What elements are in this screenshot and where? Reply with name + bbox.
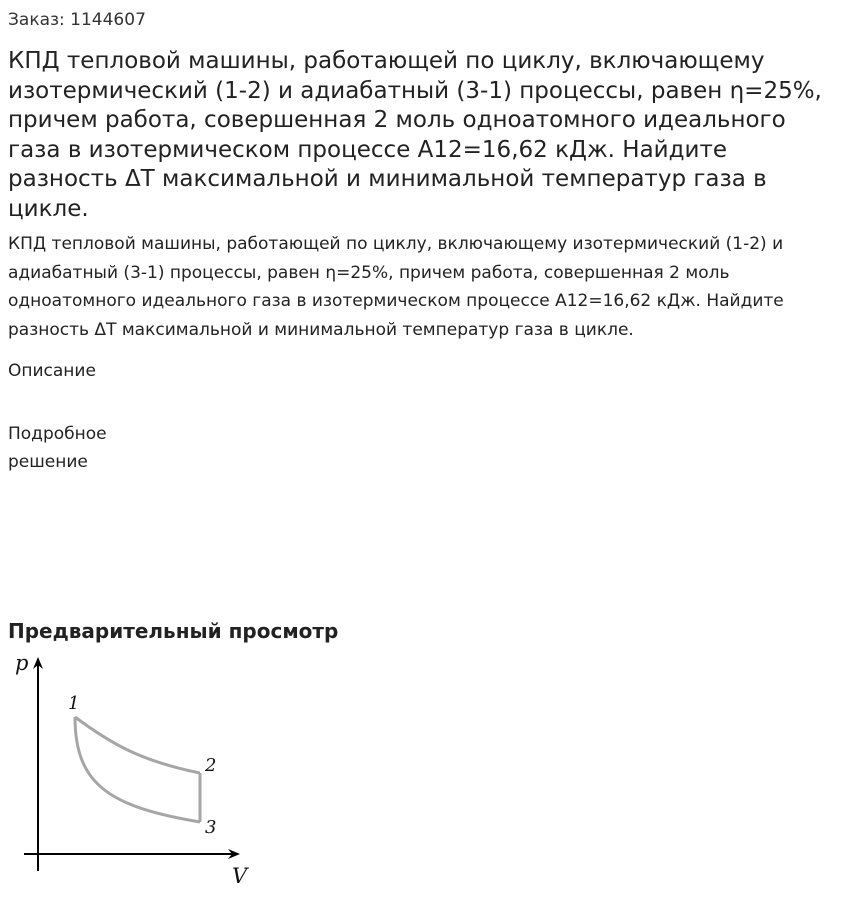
description-label: Описание xyxy=(8,361,96,381)
v-axis-label: V xyxy=(232,864,248,888)
problem-statement: КПД тепловой машины, работающей по циклу, включающему изотермический (1-2) и адиабатный (3-1) процессы, равен η=25%, причем работа, совершенная 2 моль одноатомного идеального газа в изотермическом процессе A12=16,62 кДж. Найдите разность ΔT максимальной и минимальной температур газа в цикле. xyxy=(8,234,784,340)
point-3-label: 3 xyxy=(205,817,217,838)
preview-heading: Предварительный просмотр xyxy=(8,619,339,643)
point-1-label: 1 xyxy=(68,693,80,714)
isotherm-1-2 xyxy=(75,717,200,773)
point-2-label: 2 xyxy=(205,755,217,776)
problem-title: КПД тепловой машины, работающей по циклу, включающему изотермический (1-2) и адиабатный (3-1) процессы, равен η=25%, причем работа, совершенная 2 моль одноатомного идеального газа в изотермическом процессе A12=16,62 кДж. Найдите разность ΔT максимальной и минимальной температур газа в цикле. xyxy=(8,48,822,222)
p-axis-label: p xyxy=(15,651,29,675)
detailed-solution-label: Подробное решение xyxy=(8,424,107,472)
order-number: Заказ: 1144607 xyxy=(8,10,146,30)
pv-cycle-diagram xyxy=(0,645,260,895)
